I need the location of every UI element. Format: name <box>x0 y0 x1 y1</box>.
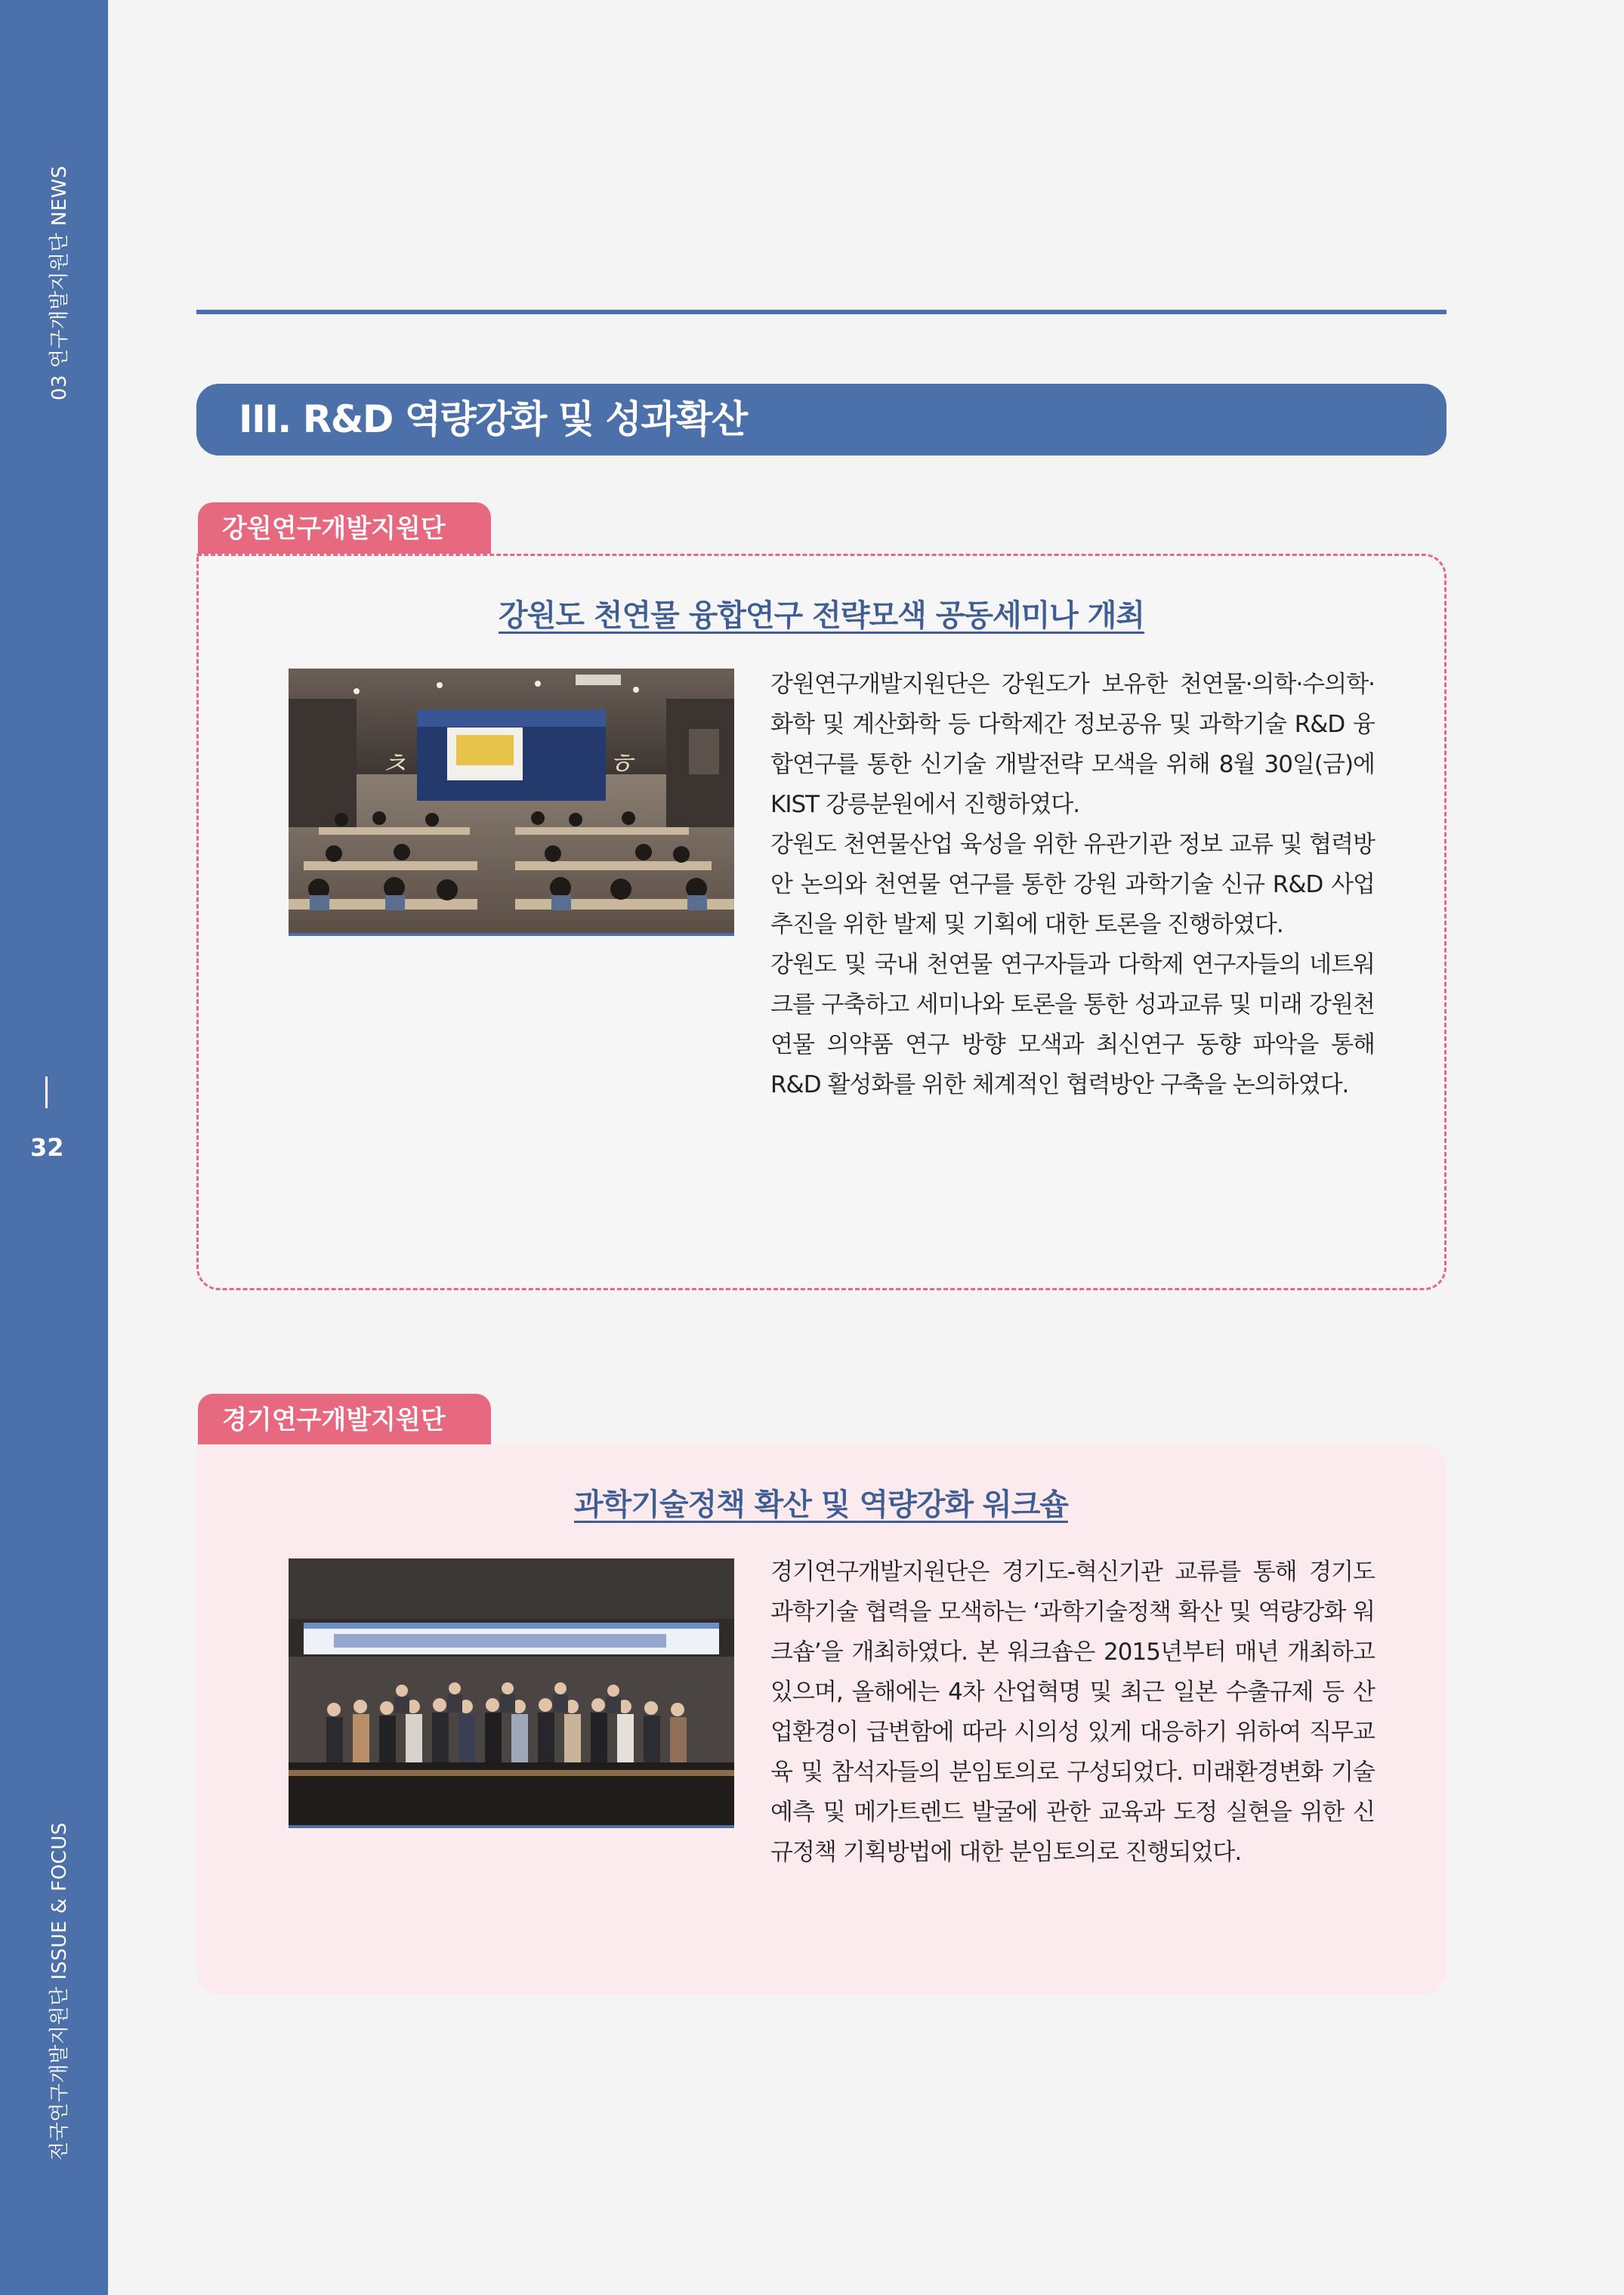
top-rule-divider <box>196 310 1446 314</box>
article-paragraph: 강원도 및 국내 천연물 연구자들과 다학제 연구자들의 네트워크를 구축하고 세미나와 토론을 통한 성과교류 및 미래 강원천연물 의약품 연구 방향 모색과 최신연구 동향 파악을 통해 R&D 활성화를 위한 체계적인 협력방안 구축을 논의하였다. <box>770 951 1375 1098</box>
svg-text:ㅊ: ㅊ <box>379 747 409 782</box>
page-number-divider <box>45 1076 48 1108</box>
photo-underline <box>289 933 734 936</box>
article-paragraph: 강원연구개발지원단은 강원도가 보유한 천연물·의학·수의학·화학 및 계산화학 등 다학제간 정보공유 및 과학기술 R&D 융합연구를 통한 신기술 개발전략 모색을 위해 8월 30일(금)에 KIST 강릉분원에서 진행하였다. <box>770 671 1375 818</box>
article-tab-gangwon: 강원연구개발지원단 <box>198 502 491 555</box>
article-title-gangwon: 강원도 천연물 융합연구 전략모색 공동세미나 개최 <box>499 598 1145 633</box>
workshop-group-photo <box>289 1558 734 1827</box>
svg-text:ㅎ: ㅎ <box>606 747 635 782</box>
article-paragraph: 강원도 천연물산업 육성을 위한 유관기관 정보 교류 및 협력방안 논의와 천연물 연구를 통한 강원 과학기술 신규 R&D 사업추진을 위한 발제 및 기획에 대한 토론을 진행하였다. <box>770 831 1375 938</box>
article-body-gangwon <box>770 665 1375 1105</box>
article-tab-gyeonggi: 경기연구개발지원단 <box>198 1394 491 1447</box>
page-number: 32 <box>30 1133 64 1162</box>
article-paragraph: 경기연구개발지원단은 경기도-혁신기관 교류를 통해 경기도 과학기술 협력을 모색하는 ‘과학기술정책 확산 및 역량강화 워크숍’을 개최하였다. 본 워크숍은 2015년부터 매년 개최하고 있으며, 올해에는 4차 산업혁명 및 최근 일본 수출규제 등 산업환경이 급변함에 따라 시의성 있게 대응하기 위하여 직무교육 및 참석자들의 분임토의로 구성되었다. 미래환경변화 기술예측 및 메가트렌드 발굴에 관한 교육과 도정 실현을 위한 신규정책 기획방법에 대한 분임토의로 진행되었다. <box>770 1558 1375 1866</box>
seminar-hall-photo <box>289 669 734 934</box>
section-header: III. R&D 역량강화 및 성과확산 <box>196 384 1446 456</box>
sidebar-publication-label: 전국연구개발지원단 ISSUE & FOCUS <box>48 1822 71 2161</box>
workshop-group-image <box>289 1558 734 1827</box>
article-title-gyeonggi: 과학기술정책 확산 및 역량강화 워크숍 <box>574 1487 1068 1522</box>
seminar-hall-image <box>289 669 734 934</box>
photo-underline <box>289 1825 734 1828</box>
sidebar-section-label: 03 연구개발지원단 NEWS <box>48 165 71 400</box>
article-body-gyeonggi <box>770 1552 1375 1873</box>
